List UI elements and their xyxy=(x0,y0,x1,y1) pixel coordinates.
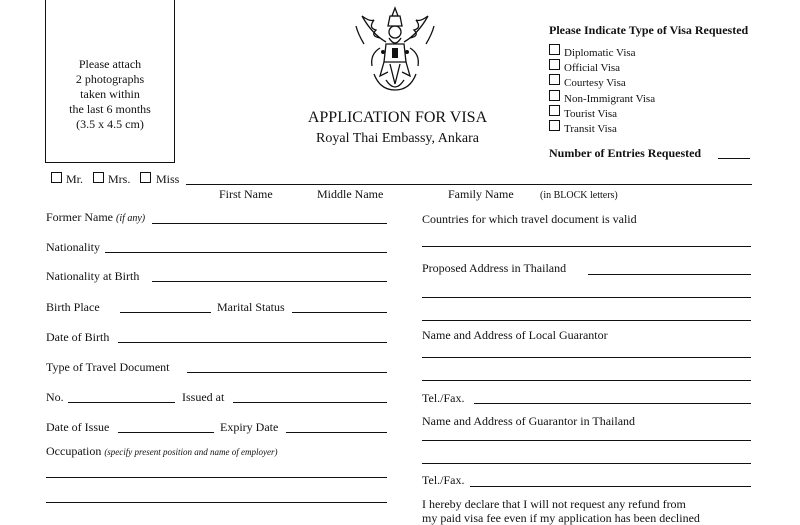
proposed-address-input-line[interactable] xyxy=(422,320,751,321)
checkbox-official-visa[interactable] xyxy=(549,59,560,70)
date-of-issue-label: Date of Issue xyxy=(46,420,110,434)
proposed-address-label: Proposed Address in Thailand xyxy=(422,261,567,275)
date-of-birth-input-line[interactable] xyxy=(118,342,387,343)
date-of-birth-label: Date of Birth xyxy=(46,330,110,344)
travel-doc-type-label: Type of Travel Document xyxy=(46,360,170,374)
photo-instruction-line: taken within xyxy=(80,87,140,101)
guarantor-thailand-input-line[interactable] xyxy=(422,440,751,441)
marital-status-input-line[interactable] xyxy=(292,312,387,313)
tel-fax-label: Tel./Fax. xyxy=(422,391,465,405)
marital-status-label: Marital Status xyxy=(217,300,285,314)
first-name-caption: First Name xyxy=(219,187,273,201)
proposed-address-input-line[interactable] xyxy=(422,297,751,298)
issued-at-input-line[interactable] xyxy=(233,402,387,403)
guarantor-thailand-input-line[interactable] xyxy=(422,463,751,464)
photo-instruction-line: the last 6 months xyxy=(69,102,151,116)
garuda-emblem-icon xyxy=(350,4,440,96)
block-letters-note: (in BLOCK letters) xyxy=(540,190,618,201)
former-name-note: (if any) xyxy=(115,213,146,224)
option-label: Diplomatic Visa xyxy=(564,47,636,59)
local-guarantor-label: Name and Address of Local Guarantor xyxy=(422,328,608,342)
checkbox-diplomatic-visa[interactable] xyxy=(549,44,560,55)
expiry-date-label: Expiry Date xyxy=(220,420,279,434)
occupation-input-line[interactable] xyxy=(46,477,387,478)
occupation-text: Occupation xyxy=(46,444,102,458)
date-of-issue-input-line[interactable] xyxy=(118,432,214,433)
option-label: Tourist Visa xyxy=(564,108,618,120)
form-subtitle: Royal Thai Embassy, Ankara xyxy=(316,131,479,146)
checkbox-miss[interactable] xyxy=(140,172,151,183)
checkbox-mrs[interactable] xyxy=(93,172,104,183)
nationality-birth-input-line[interactable] xyxy=(152,281,387,282)
option-label: Non-Immigrant Visa xyxy=(564,93,656,105)
former-name-input-line[interactable] xyxy=(152,223,387,224)
countries-valid-input-line[interactable] xyxy=(422,246,751,247)
issued-at-label: Issued at xyxy=(182,390,225,404)
checkbox-courtesy-visa[interactable] xyxy=(549,74,560,85)
proposed-address-input-line[interactable] xyxy=(588,274,751,275)
photo-instructions xyxy=(46,57,174,132)
middle-name-caption: Middle Name xyxy=(317,187,384,201)
checkbox-non-immigrant-visa[interactable] xyxy=(549,90,560,101)
checkbox-tourist-visa[interactable] xyxy=(549,105,560,116)
photo-instruction-line: 2 photographs xyxy=(75,72,145,86)
countries-valid-label: Countries for which travel document is valid xyxy=(422,212,637,226)
entries-input-line[interactable] xyxy=(718,158,750,159)
former-name-text: Former Name xyxy=(46,210,113,224)
option-label: Courtesy Visa xyxy=(564,77,626,89)
option-label: Official Visa xyxy=(564,62,621,74)
option-label: Transit Visa xyxy=(564,123,617,135)
expiry-date-input-line[interactable] xyxy=(286,432,387,433)
declaration-line: my paid visa fee even if my application has been declined xyxy=(422,511,700,525)
nationality-birth-label: Nationality at Birth xyxy=(46,269,140,283)
occupation-note: (specify present position and name of employer) xyxy=(104,447,278,457)
checkbox-transit-visa[interactable] xyxy=(549,120,560,131)
tel-fax-input-line[interactable] xyxy=(474,403,751,404)
photo-instruction-line: Please attach xyxy=(78,57,142,71)
entries-label: Number of Entries Requested xyxy=(549,146,702,160)
form-title: APPLICATION FOR VISA xyxy=(307,109,488,126)
occupation-input-line[interactable] xyxy=(46,502,387,503)
declaration-line: I hereby declare that I will not request any refund from xyxy=(422,497,686,511)
title-label: Mrs. xyxy=(108,172,131,186)
photo-attachment-box xyxy=(45,0,175,163)
family-name-caption: Family Name xyxy=(448,187,514,201)
tel-fax-input-line[interactable] xyxy=(470,486,751,487)
nationality-input-line[interactable] xyxy=(105,252,387,253)
former-name-label xyxy=(46,210,145,226)
title-label: Mr. xyxy=(66,172,84,186)
birth-place-label: Birth Place xyxy=(46,300,100,314)
full-name-input-line[interactable] xyxy=(186,184,752,185)
tel-fax-label: Tel./Fax. xyxy=(422,473,465,487)
photo-instruction-line: (3.5 x 4.5 cm) xyxy=(76,117,144,131)
title-label: Miss xyxy=(156,172,180,186)
nationality-label: Nationality xyxy=(46,240,100,254)
doc-number-input-line[interactable] xyxy=(68,402,175,403)
local-guarantor-input-line[interactable] xyxy=(422,380,751,381)
checkbox-mr[interactable] xyxy=(51,172,62,183)
guarantor-thailand-label: Name and Address of Guarantor in Thailand xyxy=(422,414,636,428)
occupation-label xyxy=(46,444,277,459)
birth-place-input-line[interactable] xyxy=(120,312,211,313)
doc-number-label: No. xyxy=(46,390,64,404)
visa-type-heading: Please Indicate Type of Visa Requested xyxy=(549,23,749,37)
local-guarantor-input-line[interactable] xyxy=(422,357,751,358)
travel-doc-type-input-line[interactable] xyxy=(187,372,387,373)
